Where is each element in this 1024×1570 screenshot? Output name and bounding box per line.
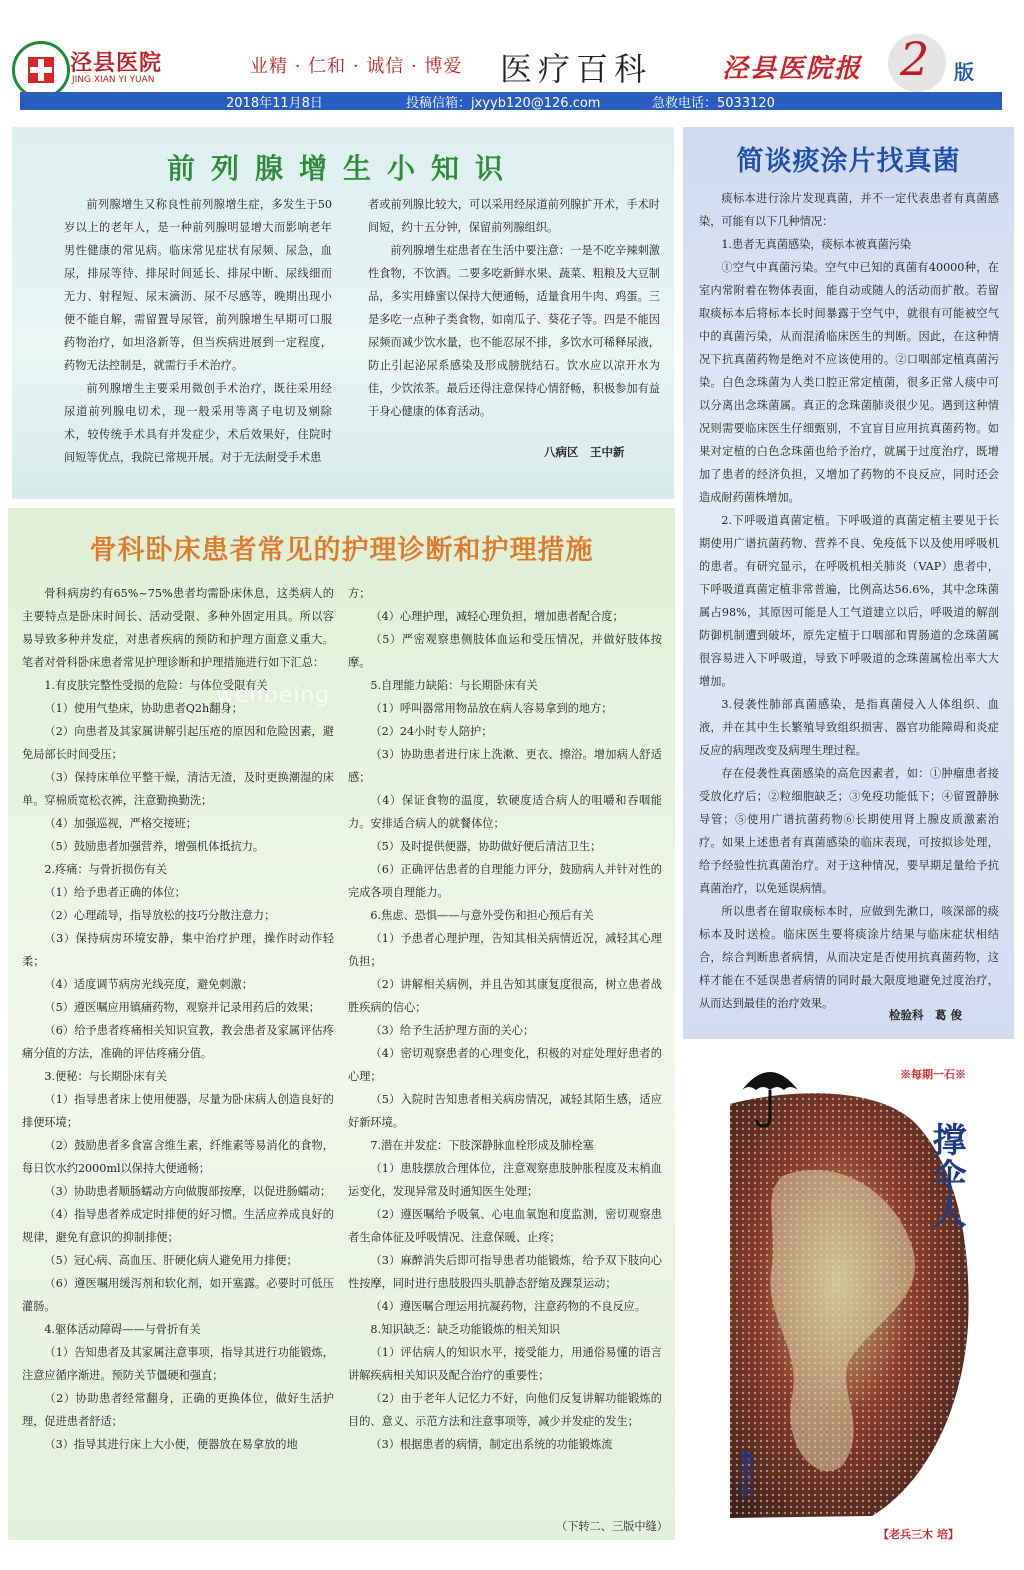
paragraph: （1）呼叫器常用物品放在病人容易拿到的地方； (370, 702, 613, 715)
hospital-name: 泾县医院 (70, 51, 163, 76)
paragraph: 4.躯体活动障碍——与骨折有关 (44, 1323, 201, 1336)
paragraph: ①空气中真菌污染。空气中已知的真菌有40000种，在室内常附着在物体表面，能自动或随人的活动而扩散。若留取痰标本后将标本长时间暴露于空气中，就很有可能被空气中的真菌污染，从而混淆临床医生的判断。因此，在这种情况下抗真菌药物是绝对不应该使用的。②口咽部定植真菌污染。白色念珠菌为人类口腔正常定植菌，很多正常人痰中可以分离出念珠菌属。真正的念珠菌肺炎很少见。遇到这种情况则需要临床医生仔细甄别，不宜盲目应用抗真菌药物。如果对定植的白色念珠菌也给予治疗，就属于过度治疗，既增加了患者的经济负担，又增加了药物的不良反应，同时还会造成耐药菌株增加。 (699, 261, 999, 504)
paragraph: （3）指导其进行床上大小便，便器放在易拿放的地 (44, 1438, 298, 1451)
paragraph: 3.便秘：与长期卧床有关 (44, 1070, 167, 1083)
umbrella-icon (738, 1060, 802, 1130)
artwork-credit: 【老兵三木 培】 (878, 1528, 959, 1541)
article-title: 前列腺增生小知识 (166, 152, 519, 185)
paragraph: （5）入院时告知患者相关病房情况，减轻其陌生感，适应好新环境。 (348, 1093, 662, 1129)
paragraph: 方； (348, 587, 371, 600)
paragraph: 7.潜在并发症：下肢深静脉血栓形成及肺栓塞 (370, 1139, 594, 1152)
paragraph: （2）向患者及其家属讲解引起压疮的原因和危险因素，避免局部长时间受压； (22, 725, 334, 761)
paragraph: （2）由于老年人记忆力不好，向他们反复讲解功能锻炼的目的、意义、示范方法和注意事项等，减少并发症的发生； (348, 1392, 662, 1428)
paragraph: （3）根据患者的病情，制定出系统的功能锻炼流 (370, 1438, 613, 1451)
paragraph: （5）严密观察患侧肢体血运和受压情况，并做好肢体按摩。 (348, 633, 662, 669)
article-byline: 八病区 王中新 (544, 445, 625, 459)
paragraph: （4）密切观察患者的心理变化，积极的对症处理好患者的心理； (348, 1047, 662, 1083)
hospital-logo (12, 41, 70, 99)
article-column (348, 582, 662, 1456)
info-bar (20, 92, 1002, 110)
paragraph: （1）患肢摆放合理体位，注意观察患肢肿胀程度及末梢血运变化，发现异常及时通知医生处理； (348, 1162, 662, 1198)
article-column (22, 582, 334, 1456)
background-watermark: wellbeing (216, 683, 331, 708)
article-byline: 检验科 葛 俊 (889, 1008, 963, 1022)
paragraph: （5）鼓励患者加强营养，增强机体抵抗力。 (44, 840, 265, 853)
hospital-pinyin: JING XIAN YI YUAN (72, 75, 155, 85)
paragraph: （2）24小时专人陪护； (370, 725, 493, 738)
paragraph: （5）及时提供便器，协助做好便后清洁卫生； (370, 840, 602, 853)
paragraph: 6.焦虑、恐惧——与意外受伤和担心预后有关 (370, 909, 594, 922)
paragraph: 所以患者在留取痰标本时，应做到先漱口，咳深部的痰标本及时送检。临床医生要将痰涂片结果与临床症状相结合，综合判断患者病情，从而决定是否使用抗真菌药物，这样才能在不延误患者病情的同时最大限度地避免过度治疗，从而达到最佳的治疗效果。 (699, 905, 999, 1010)
paragraph: （2）鼓励患者多食富含维生素，纤维素等易消化的食物，每日饮水约2000ml以保持大便通畅； (22, 1139, 334, 1175)
paragraph: （1）给予患者正确的体位； (44, 886, 186, 899)
paragraph: （6）遵医嘱用缓泻剂和软化剂，如开塞露。必要时可低压灌肠。 (22, 1277, 334, 1313)
paragraph: 8.知识缺乏：缺乏功能锻炼的相关知识 (370, 1323, 561, 1336)
page-suffix: 版 (954, 60, 974, 84)
paragraph: 前列腺增生又称良性前列腺增生症，多发生于50岁以上的老年人，是一种前列腺明显增大而影响老年男性健康的常见病。临床常见症状有尿频、尿急，血尿，排尿等待、排尿时间延长、排尿中断、尿线细而无力、射程短、尿末滴沥、尿不尽感等，晚期出现小便不能自解，需留置导尿管，前列腺增生早期可口服药物治疗，如坦洛新等，但当疾病进展到一定程度，药物无法控制是，就需行手术治疗。 (64, 198, 332, 372)
continued-note: （下转二、三版中缝） (556, 1520, 668, 1533)
paragraph: （4）加强巡视，严格交接班； (44, 817, 197, 830)
paragraph: （3）保持病房环境安静，集中治疗护理，操作时动作轻柔； (22, 932, 334, 968)
article-title: 骨科卧床患者常见的护理诊断和护理措施 (89, 535, 594, 566)
paragraph: 前列腺增生主要采用微创手术治疗，既往采用经尿道前列腺电切术，现一般采用等离子电切及剜除术，较传统手术具有并发症少，术后效果好，住院时间短等优点，我院已常规开展。对于无法耐受手术患 (64, 382, 332, 464)
issue-date: 2018年11月8日 (226, 96, 323, 111)
article-title: 简谈痰涂片找真菌 (736, 146, 961, 177)
contribution-email: 投稿信箱：jxyyb120@126.com (406, 96, 601, 111)
paragraph: （1）评估病人的知识水平，接受能力，用通俗易懂的语言讲解疾病相关知识及配合治疗的重要性； (348, 1346, 662, 1382)
paragraph: 前列腺增生症患者在生活中要注意：一是不吃辛辣刺激性食物，不饮酒。二要多吃新鲜水果、蔬菜、粗粮及大豆制品，多实用蜂蜜以保持大便通畅，适量食用牛肉、鸡蛋。三是多吃一点种子类食物，如南瓜子、葵花子等。四是不能因尿频而减少饮水量，也不能忍尿不排，多饮水可稀释尿液，防止引起泌尿系感染及形成膀胱结石。饮水应以凉开水为佳，少饮浓茶。最后还得注意保持心情舒畅，积极参加有益于身心健康的体育活动。 (368, 244, 660, 418)
paragraph: （2）遵医嘱给予吸氧、心电血氧饱和度监测，密切观察患者生命体征及呼吸情况、注意保暖、止疼； (348, 1208, 662, 1244)
paragraph: （3）协助患者顺肠蠕动方向做腹部按摩，以促进肠蠕动； (44, 1185, 332, 1198)
paragraph: （1）告知患者及其家属注意事项，指导其进行功能锻炼，注意应循序渐进。预防关节僵硬和强直； (22, 1346, 334, 1382)
paragraph: （3）给予生活护理方面的关心； (370, 1024, 535, 1037)
paragraph: （5）冠心病、高血压、肝硬化病人避免用力排便； (44, 1254, 298, 1267)
red-cross-icon (28, 57, 54, 83)
paragraph: 存在侵袭性真菌感染的高危因素者，如：①肿瘤患者接受放化疗后；②粒细胞缺乏；③免疫功能低下；④留置静脉导管；⑤使用广谱抗菌药物⑥长期使用肾上腺皮质激素治疗。如果上述患者有真菌感染的临床表现，可按拟诊处理，给予经验性抗真菌治疗。对于这种情况，要早期足量给予抗真菌治疗，以免延误病情。 (699, 767, 999, 895)
paragraph: （1）予患者心理护理，告知其相关病情近况，减轻其心理负担； (348, 932, 662, 968)
article-orthopedic-nursing (8, 508, 675, 1540)
artwork-title: 撑伞人 (926, 1122, 966, 1230)
paragraph: （6）给予患者疼痛相关知识宣教，教会患者及家属评估疼痛分值的方法，准确的评估疼痛分值。 (22, 1024, 334, 1060)
hospital-motto: 业精 · 仁和 · 诚信 · 博爱 (250, 56, 463, 77)
paragraph: （6）正确评估患者的自理能力评分，鼓励病人并针对性的完成各项自理能力。 (348, 863, 662, 899)
paragraph: （4）保证食物的温度，软硬度适合病人的咀嚼和吞咽能力。安排适合病人的就餐体位； (348, 794, 662, 830)
paragraph: （4）适度调节病房光线亮度，避免刺激； (44, 978, 253, 991)
article-column (699, 187, 999, 1015)
paragraph: 痰标本进行涂片发现真菌，并不一定代表患者有真菌感染，可能有以下几种情况： (699, 192, 999, 228)
paragraph: 1.有皮肤完整性受损的危险：与体位受限有关 (44, 679, 268, 692)
paragraph: 骨科病房约有65%~75%患者均需卧床休息，这类病人的主要特点是卧床时间长、活动受限、多种外固定用具。所以容易导致多种并发症，对患者疾病的预防和护理方面意义重大。笔者对骨科卧床患者常见护理诊断和护理措施进行如下汇总： (22, 587, 334, 669)
article-fungus (683, 127, 1014, 1039)
paragraph: 2.疼痛：与骨折损伤有关 (44, 863, 167, 876)
article-column (64, 193, 332, 469)
paragraph: （3）保持床单位平整干燥，清洁无渣，及时更换潮湿的床单。穿棉质宽松衣裤，注意勤换勤洗； (22, 771, 334, 807)
paragraph: （3）协助患者进行床上洗漱、更衣、擦浴。增加病人舒适感； (348, 748, 662, 784)
paragraph: （4）指导患者养成定时排便的好习惯。生活应养成良好的规律，避免有意识的抑制排便； (22, 1208, 334, 1244)
page-number: 2 (900, 32, 930, 86)
paragraph: 3.侵袭性肺部真菌感染，是指真菌侵入人体组织、血液，并在其中生长繁殖导致组织损害、器官功能障碍和炎症反应的病理改变及病理生理过程。 (699, 698, 999, 757)
paragraph: 5.自理能力缺陷：与长期卧床有关 (370, 679, 538, 692)
artist-name: 景文石 (736, 1450, 755, 1498)
emergency-phone: 急救电话：5033120 (652, 96, 775, 111)
paragraph: 2.下呼吸道真菌定植。下呼吸道的真菌定植主要见于长期使用广谱抗菌药物、营养不良、免疫低下以及使用呼吸机的患者。有研究显示，在呼吸机相关肺炎（VAP）患者中，下呼吸道真菌定植非常普遍，比例高达56.6%，其中念珠菌属占98%，其原因可能是人工气道建立以后，呼吸道的解剖防御机制遭到破坏，原先定植于口咽部和胃肠道的念珠菌属很容易进入下呼吸道，导致下呼吸道的念珠菌属检出率大大增加。 (699, 514, 999, 688)
paragraph: （5）遵医嘱应用镇痛药物，观察并记录用药后的效果； (44, 1001, 321, 1014)
paragraph: （4）心理护理，减轻心理负担，增加患者配合度； (370, 610, 624, 623)
paragraph: 者或前列腺比较大，可以采用经尿道前列腺扩开术，手术时间短，约十五分钟，保留前列腺组织。 (368, 198, 660, 234)
paragraph: （1）指导患者床上使用便器，尽量为卧床病人创造良好的排便环境； (22, 1093, 334, 1129)
paragraph: （3）麻醉消失后即可指导患者功能锻炼，给予双下肢向心性按摩，同时进行患肢股四头肌静态舒缩及踝泵运动； (348, 1254, 662, 1290)
paragraph: （2）讲解相关病例，并且告知其康复度很高，树立患者战胜疾病的信心； (348, 978, 662, 1014)
section-title: 医疗百科 (500, 50, 653, 88)
paragraph: （2）协助患者经常翻身，正确的更换体位，做好生活护理，促进患者舒适； (22, 1392, 334, 1428)
article-prostate (12, 127, 674, 499)
paragraph: （1）使用气垫床，协助患者Q2h翻身； (44, 702, 243, 715)
paragraph: （2）心理疏导，指导放松的技巧分散注意力； (44, 909, 276, 922)
newspaper-name: 泾县医院报 (722, 54, 863, 84)
paragraph: 1.患者无真菌感染，痰标本被真菌污染 (721, 238, 912, 251)
column-label: ※每期一石※ (900, 1068, 966, 1081)
paragraph: （4）遵医嘱合理运用抗凝药物，注意药物的不良反应。 (370, 1300, 647, 1313)
article-column (368, 193, 660, 423)
